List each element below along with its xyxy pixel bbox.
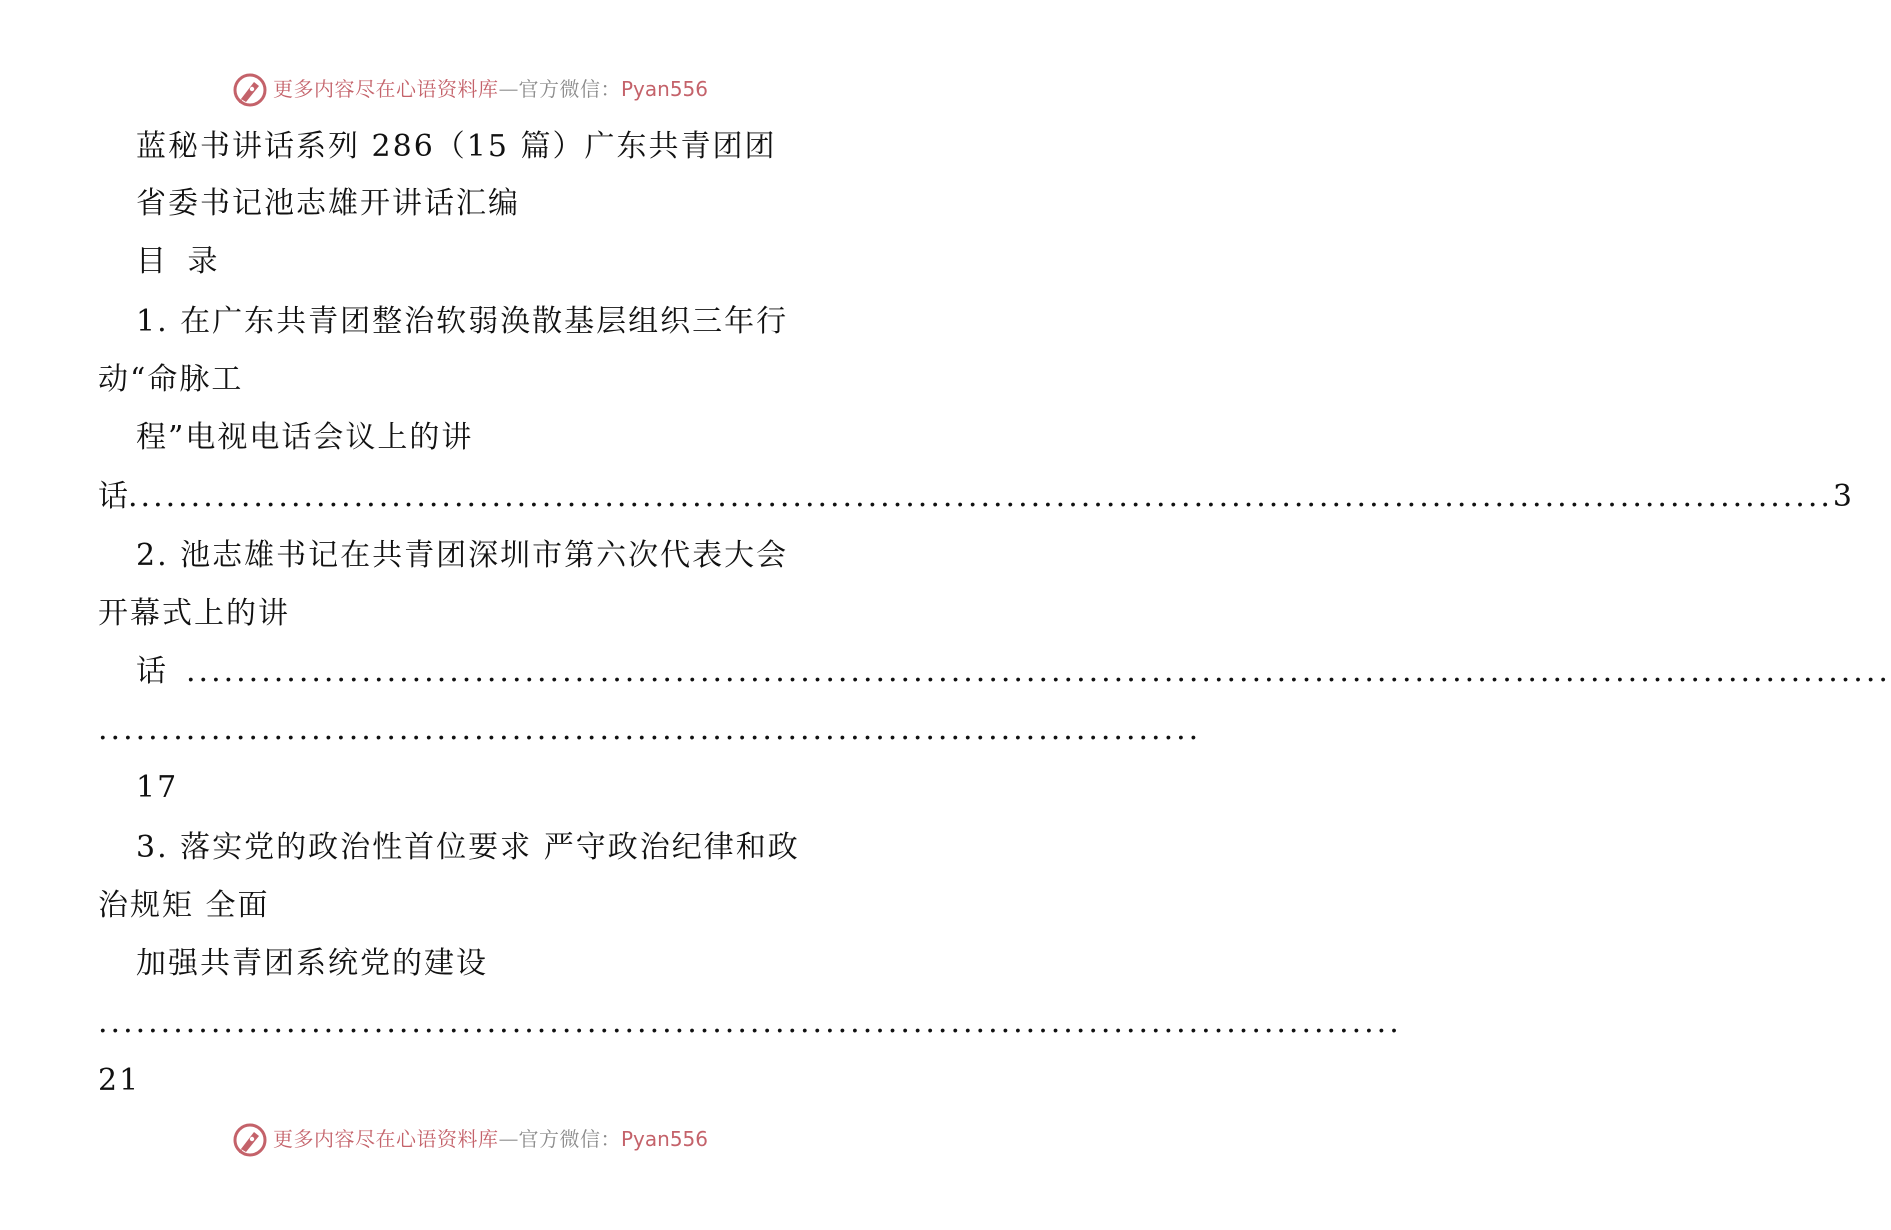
toc-entry-3-leader: ........................................................................................................ [98, 1005, 1402, 1040]
watermark-banner-top [0, 70, 950, 110]
watermark-text [273, 77, 708, 101]
toc-entry-2-leader-continued: ........................................................................................ [98, 712, 1202, 747]
toc-entry-1-line2: 动“命脉工 [98, 362, 244, 397]
toc-entry-2-leader-row [136, 652, 846, 692]
toc-entry-3-line2: 治规矩 全面 [98, 888, 270, 923]
toc-entry-1-leader [128, 477, 1833, 517]
watermark-wechat: 官方微信： [518, 77, 621, 101]
toc-entry-1-line3: 程”电视电话会议上的讲 [136, 420, 474, 455]
pen-in-circle-icon [232, 1122, 268, 1158]
watermark-main: 更多内容尽在心语资料库 [273, 77, 499, 101]
doc-title-line1: 蓝秘书讲话系列 286（15 篇）广东共青团团 [136, 129, 777, 164]
toc-entry-3-line3: 加强共青团系统党的建设 [136, 946, 488, 981]
toc-entry-3-line1: 3. 落实党的政治性首位要求 严守政治纪律和政 [136, 830, 800, 865]
doc-title-line2: 省委书记池志雄开讲话汇编 [136, 186, 520, 221]
toc-entry-1-page: 3 [1832, 479, 1853, 514]
toc-entry-2-line1: 2. 池志雄书记在共青团深圳市第六次代表大会 [136, 538, 789, 573]
watermark-dash: — [498, 1127, 519, 1151]
toc-entry-2-line2: 开幕式上的讲 [98, 596, 290, 631]
toc-entry-1-line1: 1. 在广东共青团整治软弱涣散基层组织三年行 [136, 304, 789, 339]
watermark-id: Pyan556 [621, 77, 709, 101]
watermark-main: 更多内容尽在心语资料库 [273, 1127, 499, 1151]
watermark-dash: — [498, 77, 519, 101]
toc-entry-3-page: 21 [98, 1063, 141, 1098]
toc-entry-2-leader [186, 652, 1891, 692]
watermark-banner-bottom [0, 1120, 950, 1160]
toc-entry-1-leader-row [98, 477, 1853, 517]
toc-entry-1-line4: 话 [98, 479, 128, 514]
toc-heading: 目 录 [136, 244, 224, 279]
watermark-text [273, 1127, 708, 1151]
toc-entry-2-page: 17 [136, 770, 179, 805]
watermark-wechat: 官方微信： [518, 1127, 621, 1151]
pen-in-circle-icon [232, 72, 268, 108]
watermark-id: Pyan556 [621, 1127, 709, 1151]
toc-entry-2-line3: 话 [136, 654, 166, 689]
